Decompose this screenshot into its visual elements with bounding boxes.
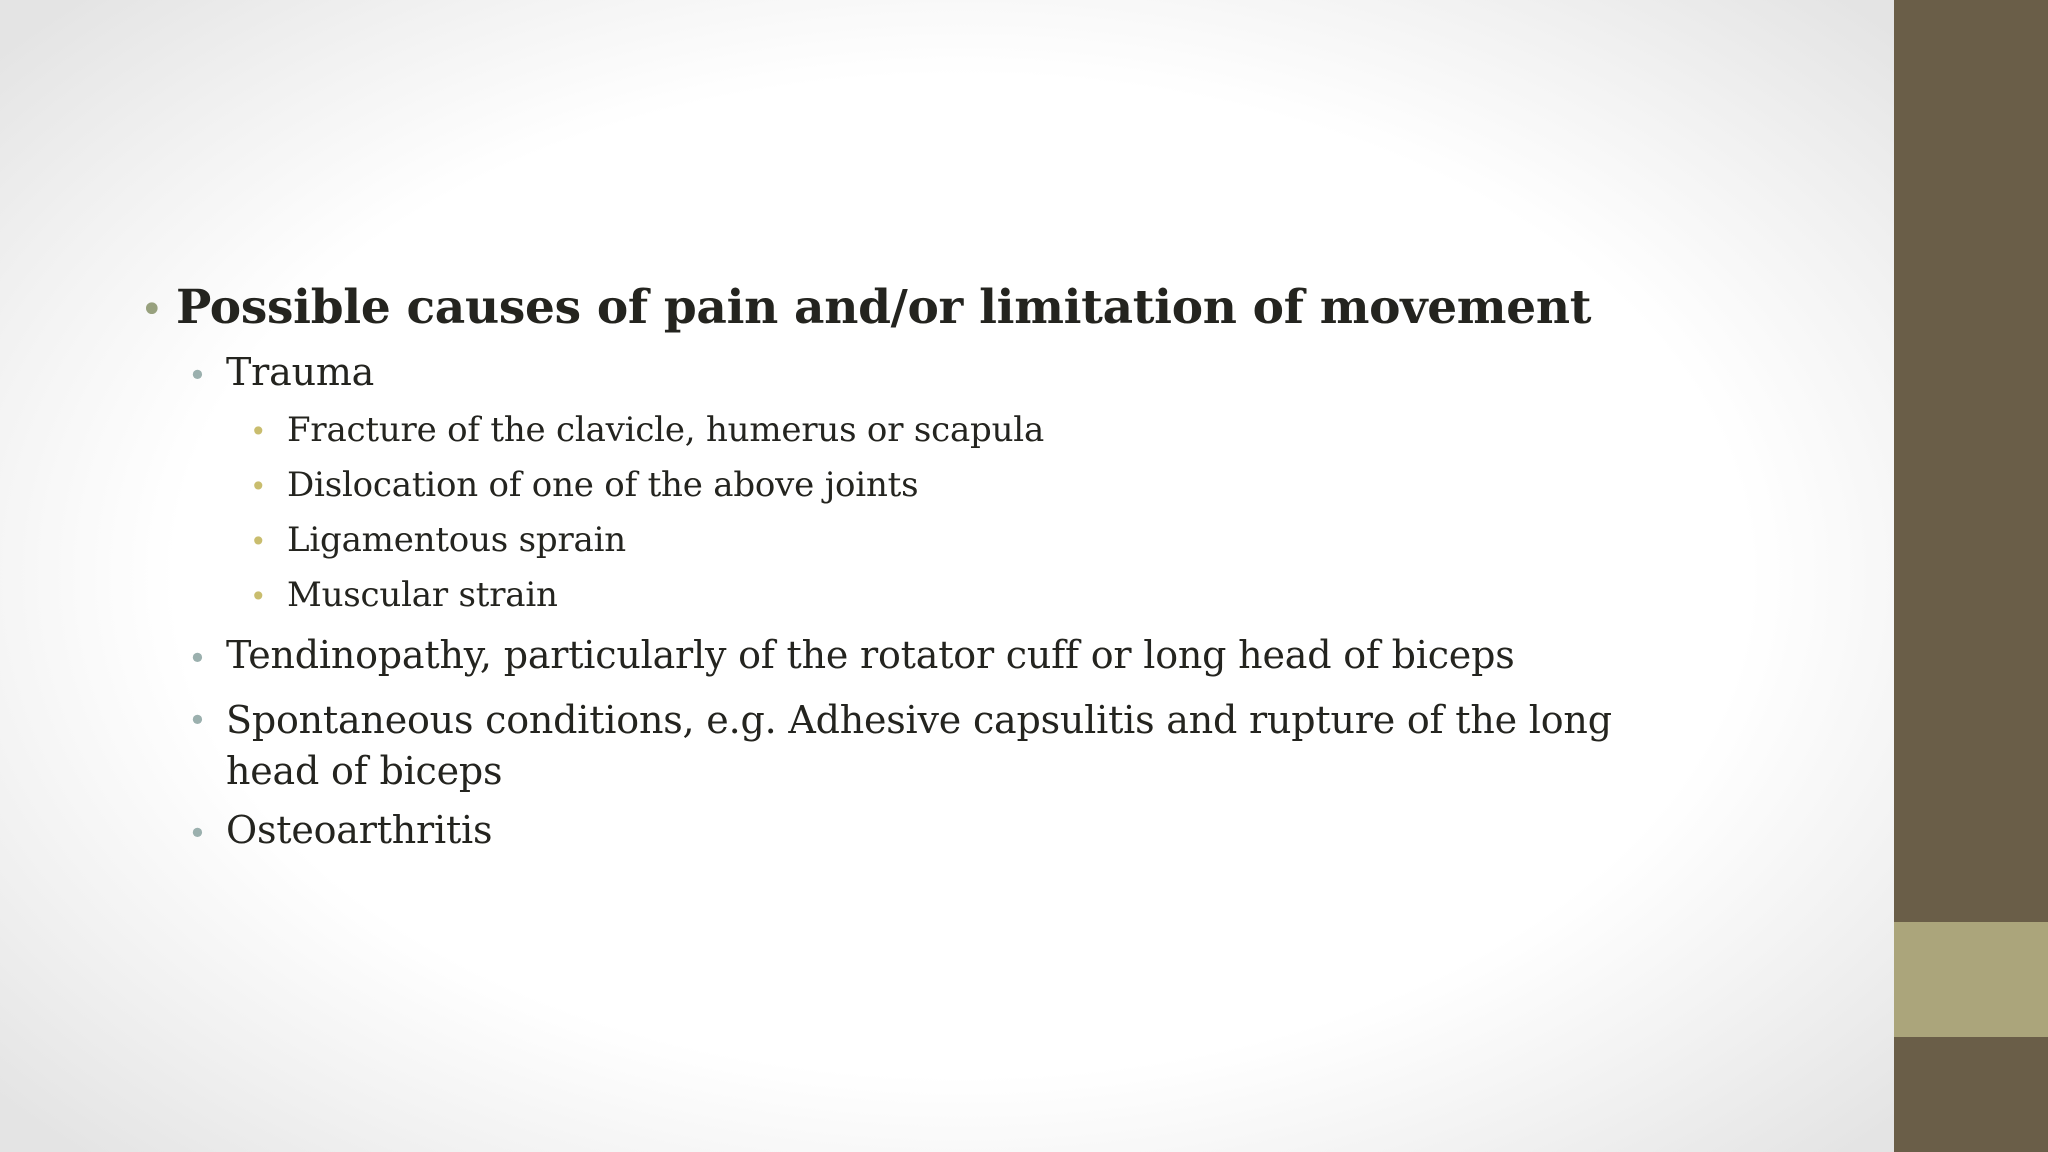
sub-list-item-label: Ligamentous sprain <box>287 520 626 560</box>
list-item-label: Osteoarthritis <box>226 808 493 852</box>
list-item-label: Tendinopathy, particularly of the rotator cuff or long head of biceps <box>226 633 1515 677</box>
sub-list-item-label: Dislocation of one of the above joints <box>287 465 919 505</box>
side-accent-block <box>1894 922 2048 1037</box>
sub-list-item <box>250 520 626 560</box>
sub-list-item-label: Muscular strain <box>287 575 558 615</box>
heading-text: Possible causes of pain and/or limitation of movement <box>176 280 1592 335</box>
bullet-icon: • <box>188 356 207 394</box>
list-item-spontaneous <box>188 695 1706 797</box>
bullet-icon: • <box>188 701 207 739</box>
list-item-osteoarthritis <box>188 808 493 852</box>
bullet-heading <box>140 280 1592 335</box>
bullet-icon: • <box>188 639 207 677</box>
bullet-icon: • <box>188 814 207 852</box>
bullet-icon: • <box>140 287 164 333</box>
sub-list-item-label: Fracture of the clavicle, humerus or scapula <box>287 410 1045 450</box>
sub-list-item <box>250 410 1045 450</box>
sub-list-item <box>250 575 558 615</box>
bullet-icon: • <box>250 580 267 613</box>
list-item-label: Spontaneous conditions, e.g. Adhesive capsulitis and rupture of the long head of biceps <box>226 698 1612 793</box>
sub-list-item <box>250 465 919 505</box>
list-item-trauma <box>188 350 375 394</box>
bullet-icon: • <box>250 525 267 558</box>
list-item-tendinopathy <box>188 633 1515 677</box>
bullet-icon: • <box>250 415 267 448</box>
bullet-icon: • <box>250 470 267 503</box>
list-item-label: Trauma <box>226 350 375 394</box>
